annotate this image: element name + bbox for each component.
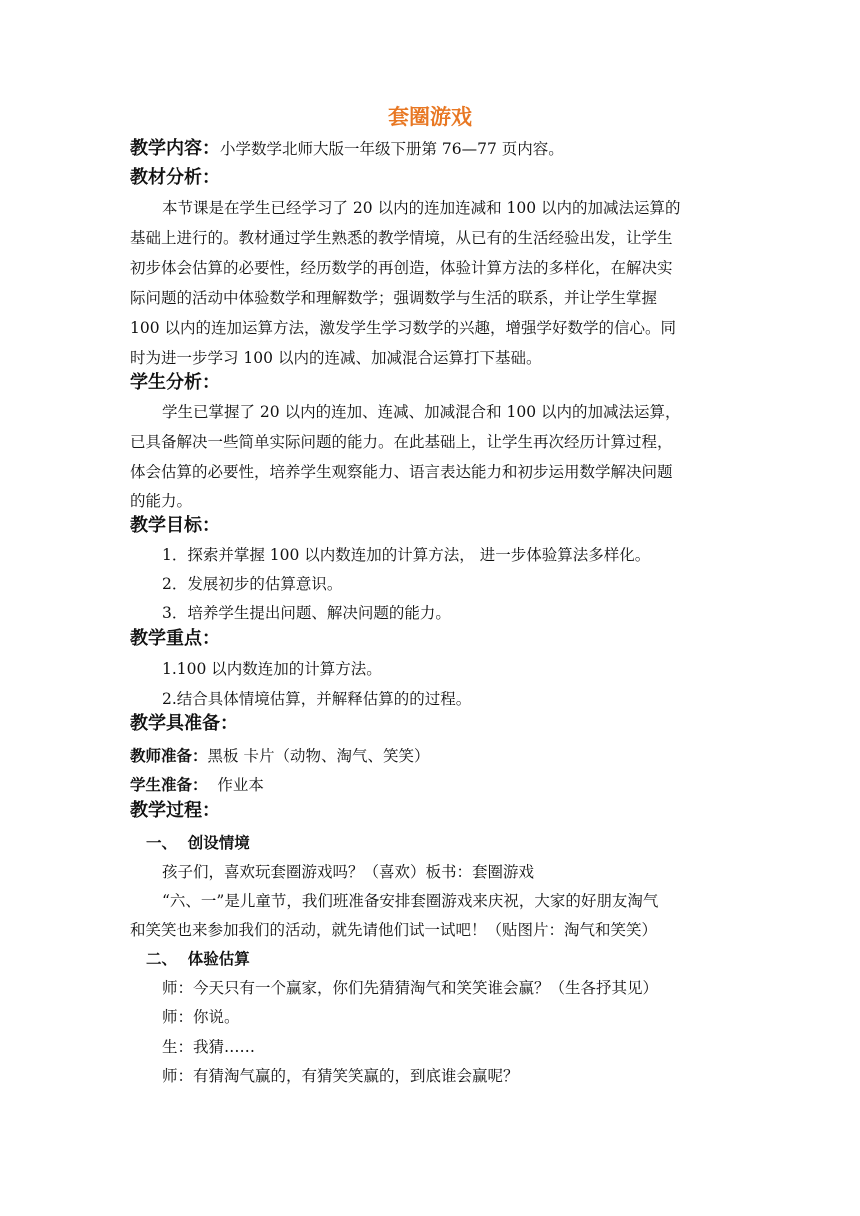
teaching-content-line: [130, 137, 750, 161]
process-line: 师：你说。: [162, 1008, 240, 1026]
process-line: 师：有猜淘气赢的，有猜笑笑赢的，到底谁会赢呢？: [162, 1067, 519, 1085]
teacher-preparation-label: 教师准备：: [130, 747, 208, 765]
teacher-preparation-text: 黑板 卡片（动物、淘气、笑笑）: [207, 747, 430, 765]
objective-item: 2．发展初步的估算意识。: [162, 575, 343, 593]
process-line: 师：今天只有一个赢家，你们先猜猜淘气和笑笑谁会赢？（生各抒其见）: [162, 979, 659, 997]
process-line: 和笑笑也来参加我们的活动，就先请他们试一试吧！（贴图片：淘气和笑笑）: [130, 921, 658, 939]
material-analysis-line: 初步体会估算的必要性，经历数学的再创造，体验计算方法的多样化，在解决实: [130, 259, 673, 277]
material-analysis-line: 基础上进行的。教材通过学生熟悉的教学情境，从已有的生活经验出发，让学生: [130, 229, 673, 247]
teaching-content-text: 小学数学北师大版一年级下册第 76—77 页内容。: [220, 140, 564, 158]
objectives-heading: 教学目标：: [130, 515, 220, 536]
material-analysis-line: 本节课是在学生已经学习了 20 以内的连加连减和 100 以内的加减法运算的: [162, 199, 681, 217]
student-analysis-line: 已具备解决一些简单实际问题的能力。在此基础上，让学生再次经历计算过程，: [130, 433, 673, 451]
objective-item: 1．探索并掌握 100 以内数连加的计算方法， 进一步体验算法多样化。: [162, 546, 651, 564]
document-title: 套圈游戏: [388, 105, 472, 129]
student-analysis-line: 学生已掌握了 20 以内的连加、连减、加减混合和 100 以内的加减法运算，: [162, 403, 681, 421]
process-line: “六、一”是儿童节，我们班准备安排套圈游戏来庆祝，大家的好朋友淘气: [162, 892, 659, 910]
student-preparation-text: 作业本: [207, 776, 264, 794]
section-title-estimation: 二、 体验估算: [146, 950, 250, 968]
material-analysis-line: 100 以内的连加运算方法，激发学生学习数学的兴趣，增强学好数学的信心。同: [130, 319, 677, 337]
student-analysis-heading: 学生分析：: [130, 372, 220, 393]
material-analysis-line: 时为进一步学习 100 以内的连减、加减混合运算打下基础。: [130, 349, 542, 367]
process-line: 孩子们，喜欢玩套圈游戏吗？（喜欢）板书：套圈游戏: [162, 863, 535, 881]
objective-item: 3．培养学生提出问题、解决问题的能力。: [162, 604, 451, 622]
student-preparation-line: [130, 773, 750, 797]
student-preparation-label: 学生准备：: [130, 776, 208, 794]
teaching-content-label: 教学内容：: [130, 138, 220, 159]
student-analysis-line: 体会估算的必要性，培养学生观察能力、语言表达能力和初步运用数学解决问题: [130, 463, 673, 481]
key-point-item: 1.100 以内数连加的计算方法。: [162, 660, 382, 678]
material-analysis-heading: 教材分析：: [130, 167, 220, 188]
process-heading: 教学过程：: [130, 800, 220, 821]
key-point-item: 2.结合具体情境估算，并解释估算的的过程。: [162, 690, 472, 708]
student-analysis-line: 的能力。: [130, 492, 193, 510]
preparation-heading: 教学具准备：: [130, 713, 238, 734]
material-analysis-line: 际问题的活动中体验数学和理解数学；强调数学与生活的联系，并让学生掌握: [130, 289, 658, 307]
process-line: 生：我猜……: [162, 1038, 256, 1056]
teacher-preparation-line: [130, 744, 750, 768]
section-title-create-scene: 一、 创设情境: [146, 834, 250, 852]
key-points-heading: 教学重点：: [130, 628, 220, 649]
